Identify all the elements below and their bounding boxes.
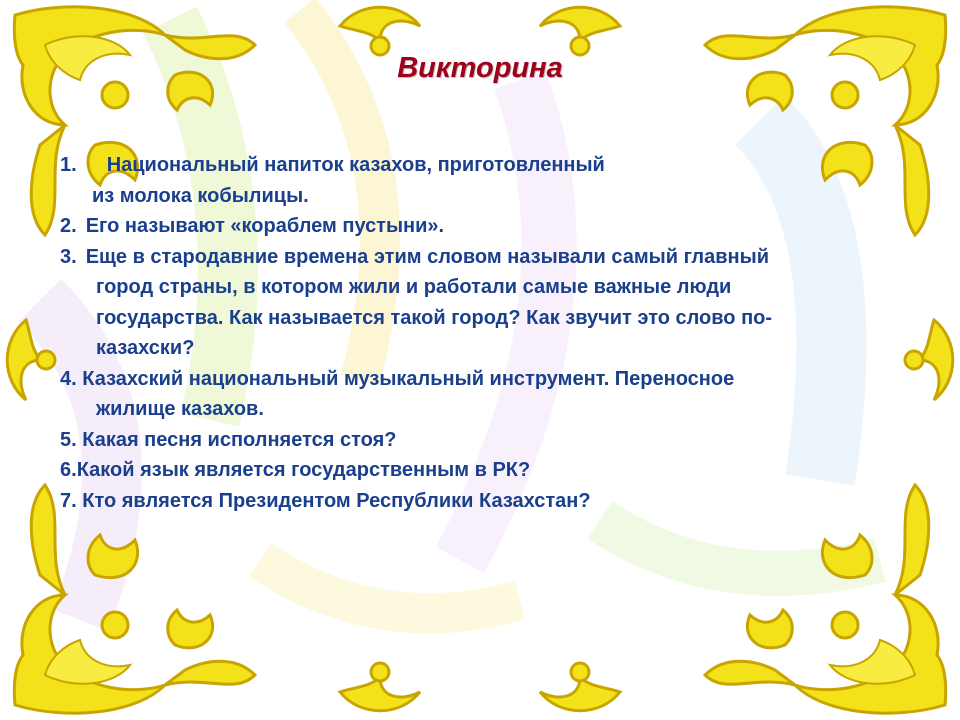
question-number: 2. — [60, 215, 77, 237]
question-text: Еще в стародавние времена этим словом называли самый главный — [85, 245, 770, 268]
ornament-bottom-right — [705, 485, 946, 713]
question-text: Какая песня исполняется стоя? — [82, 428, 397, 451]
question-number: 3. — [60, 245, 77, 268]
ornament-top-center-right — [540, 7, 620, 55]
ornament-top-center-left — [340, 7, 420, 55]
slide-title: Викторина — [397, 52, 563, 84]
question-4 — [60, 364, 860, 425]
ornament-left-center — [7, 320, 55, 400]
question-text: Какой язык является государственным в РК? — [76, 459, 531, 481]
question-number: 1. — [60, 154, 77, 176]
question-5 — [60, 425, 860, 456]
question-number: 4. — [60, 367, 77, 390]
question-text: Национальный напиток казахов, приготовленный — [106, 154, 605, 176]
ornament-bottom-center-right — [540, 663, 620, 711]
question-text: жилище казахов. — [96, 398, 264, 420]
question-6 — [60, 455, 860, 486]
ornament-right-center — [905, 320, 953, 400]
question-number: 5. — [60, 428, 77, 451]
question-text: из молока кобылицы. — [92, 184, 309, 207]
question-text: город страны, в котором жили и работали самые важные люди — [96, 276, 732, 298]
question-number: 7. — [60, 489, 77, 512]
question-text: Его называют «кораблем пустыни». — [85, 215, 445, 237]
question-7 — [60, 486, 860, 517]
ornament-bottom-center-left — [340, 663, 420, 711]
question-2 — [60, 211, 860, 242]
ornament-bottom-left — [14, 485, 255, 713]
question-text: Кто является Президентом Республики Казахстан? — [82, 489, 591, 512]
question-text: казахски? — [96, 337, 195, 359]
question-1 — [60, 150, 860, 211]
quiz-question-list — [60, 150, 860, 516]
question-number: 6. — [60, 459, 77, 481]
question-text: государства. Как называется такой город? Как звучит это слово по- — [96, 306, 773, 329]
question-text: Казахский национальный музыкальный инструмент. Переносное — [82, 367, 735, 390]
question-3 — [60, 242, 860, 364]
